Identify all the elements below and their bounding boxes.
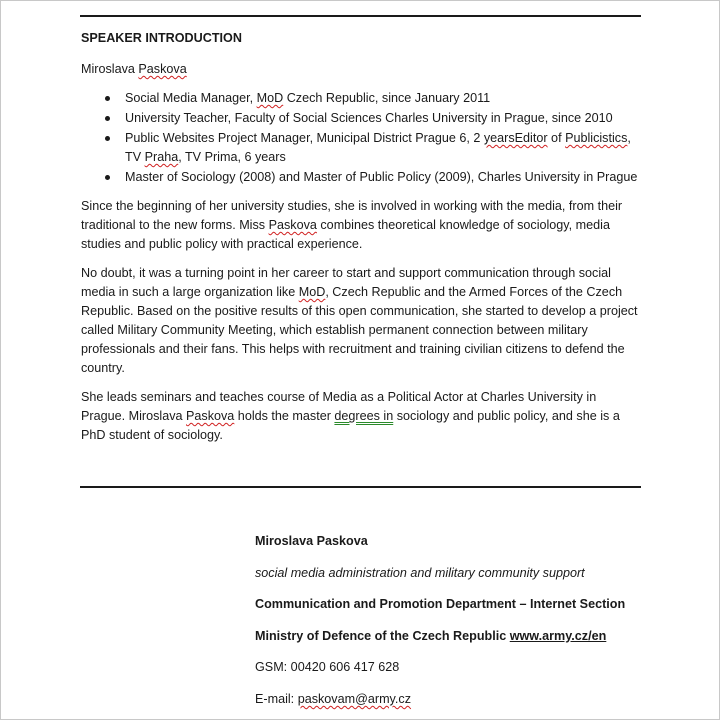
- list-item: [125, 89, 641, 108]
- text-run: Praha: [144, 150, 179, 164]
- text-run: Social Media Manager,: [125, 91, 257, 105]
- signature-ministry: [255, 627, 675, 659]
- text-run: yearsEditor: [483, 131, 548, 145]
- signature-email: [255, 690, 675, 722]
- text-run: MoD: [256, 91, 284, 105]
- email-label: E-mail:: [255, 691, 298, 706]
- text-run: Since the beginning of her university studies, she is involved in working with the media, from their traditional to the new forms. Miss: [81, 199, 623, 232]
- text-run: MoD: [298, 285, 326, 299]
- paragraph-career: [81, 264, 641, 378]
- speaker-first-name: Miroslava: [81, 62, 135, 76]
- text-run: Paskova: [268, 218, 317, 232]
- ministry-name: Ministry of Defence of the Czech Republic: [255, 628, 507, 643]
- top-rule: [80, 15, 641, 17]
- text-run: , Czech Republic and the Armed Forces of the Czech Republic. Based on the positive results of this open communication, she started to develop a project called Military Community Meeting, which establish permanent connection between military professionals and their fans. This helps with recruitment and training civilian citizens to defend the country.: [81, 285, 638, 375]
- text-run: combines theoretical knowledge of sociology, media studies and public policy with practical experience.: [81, 218, 610, 251]
- signature-role: social media administration and military community support: [255, 565, 585, 580]
- website-link[interactable]: www.army.cz/en: [509, 628, 607, 643]
- paragraph-teaching: [81, 388, 641, 445]
- paragraph-intro: [81, 197, 641, 254]
- section-heading: SPEAKER INTRODUCTION: [81, 31, 242, 45]
- text-run: , TV: [125, 131, 631, 164]
- text-run: of: [547, 131, 566, 145]
- email-link[interactable]: paskovam@army.cz: [297, 691, 412, 706]
- signature-gsm: GSM: 00420 606 417 628: [255, 660, 400, 675]
- text-run: Paskova: [186, 409, 235, 423]
- list-item: [125, 129, 641, 167]
- text-run: Publicistics: [565, 131, 628, 145]
- text-run: She leads seminars and teaches course of Media as a Political Actor at Charles University in Prague. Miroslava: [81, 390, 597, 423]
- text-run: sociology and public policy, and she is a PhD student of sociology.: [81, 409, 620, 442]
- text-run: degrees in: [334, 409, 394, 423]
- list-item: Master of Sociology (2008) and Master of Public Policy (2009), Charles University in Prague: [125, 168, 641, 187]
- speaker-last-name: Paskova: [138, 62, 187, 76]
- text-run: holds the master: [234, 409, 335, 423]
- text-run: Czech Republic, since January 2011: [283, 91, 491, 105]
- text-run: Public Websites Project Manager, Municipal District Prague 6, 2: [125, 131, 484, 145]
- speaker-name: [81, 60, 641, 79]
- text-run: No doubt, it was a turning point in her career to start and support communication through social media in such a large organization like: [81, 266, 611, 299]
- signature-block: [255, 532, 675, 722]
- signature-department: Communication and Promotion Department – Internet Section: [255, 597, 626, 612]
- text-run: , TV Prima, 6 years: [178, 150, 286, 164]
- list-item: University Teacher, Faculty of Social Sciences Charles University in Prague, since 2010: [125, 109, 641, 128]
- signature-name: Miroslava Paskova: [255, 534, 368, 548]
- document-body: [81, 29, 641, 455]
- bullet-list: [81, 89, 641, 187]
- divider-rule: [80, 486, 641, 488]
